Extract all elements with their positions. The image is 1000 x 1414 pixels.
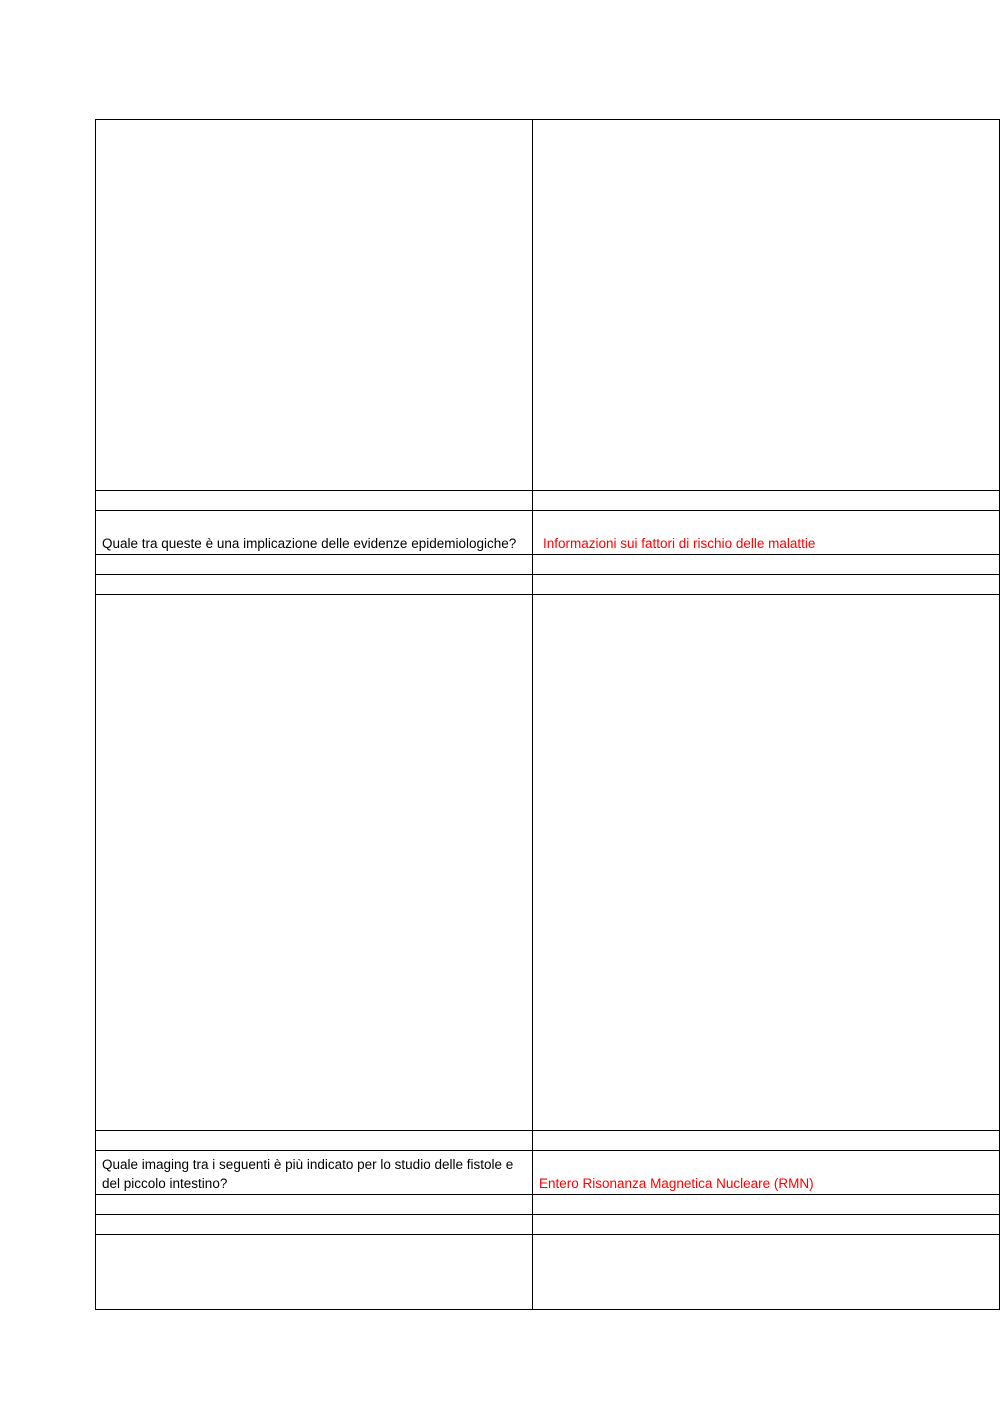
answer-cell xyxy=(533,1235,1000,1310)
table-row xyxy=(96,511,1000,555)
table-row xyxy=(96,1235,1000,1310)
answer-cell xyxy=(533,491,1000,511)
table-row xyxy=(96,1151,1000,1195)
quiz-table xyxy=(95,119,1000,1310)
answer-cell xyxy=(533,1195,1000,1215)
question-cell xyxy=(96,595,533,1131)
table-row xyxy=(96,555,1000,575)
answer-cell: Entero Risonanza Magnetica Nucleare (RMN) xyxy=(533,1151,1000,1195)
table-row xyxy=(96,120,1000,491)
question-cell xyxy=(96,1215,533,1235)
answer-cell xyxy=(533,555,1000,575)
answer-cell xyxy=(533,120,1000,491)
table-row xyxy=(96,491,1000,511)
table-row xyxy=(96,1215,1000,1235)
answer-cell xyxy=(533,1131,1000,1151)
answer-cell xyxy=(533,595,1000,1131)
question-cell xyxy=(96,491,533,511)
answer-cell xyxy=(533,575,1000,595)
question-cell: Quale imaging tra i seguenti è più indicato per lo studio delle fistole e del piccolo intestino? xyxy=(96,1151,533,1195)
table-row xyxy=(96,575,1000,595)
question-cell xyxy=(96,1235,533,1310)
table-row xyxy=(96,1131,1000,1151)
question-cell: Quale tra queste è una implicazione delle evidenze epidemiologiche? xyxy=(96,511,533,555)
question-cell xyxy=(96,1131,533,1151)
question-cell xyxy=(96,1195,533,1215)
question-cell xyxy=(96,555,533,575)
table-row xyxy=(96,595,1000,1131)
answer-cell: Informazioni sui fattori di rischio delle malattie xyxy=(533,511,1000,555)
table-row xyxy=(96,1195,1000,1215)
answer-cell xyxy=(533,1215,1000,1235)
question-cell xyxy=(96,575,533,595)
question-cell xyxy=(96,120,533,491)
